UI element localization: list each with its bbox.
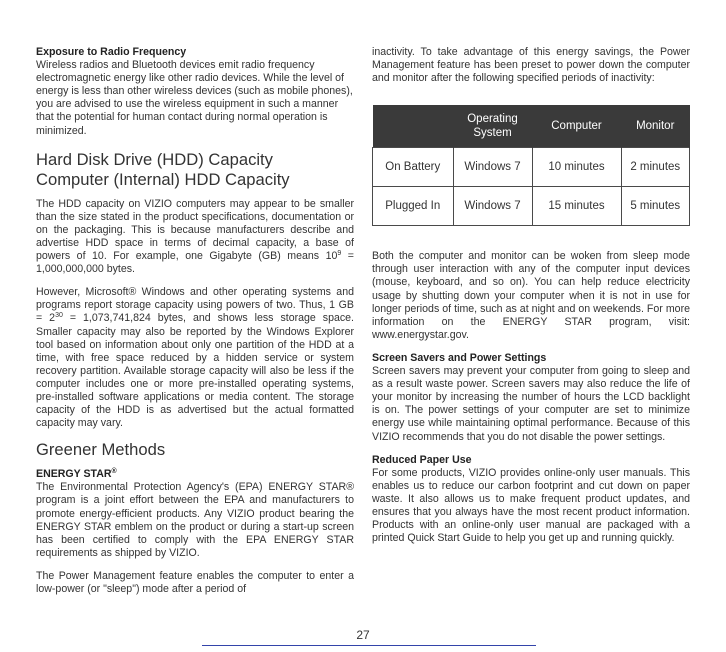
footer-rule (202, 645, 536, 646)
energy-star-heading: ENERGY STAR® (36, 468, 117, 481)
table-header: Monitor (621, 105, 690, 148)
radio-heading: Exposure to Radio Frequency (36, 46, 187, 58)
table-cell: 5 minutes (621, 187, 690, 226)
table-cell: Windows 7 (453, 187, 532, 226)
hdd-title-1: Hard Disk Drive (HDD) Capacity (36, 149, 273, 169)
table-cell: Windows 7 (453, 148, 532, 187)
right-column (372, 46, 690, 545)
table-header-row (373, 105, 690, 148)
table-row (373, 148, 690, 187)
power-management-intro: The Power Management feature enables the computer to enter a low-power (or "sleep") mode after a period of (36, 569, 354, 595)
table-header: Computer (532, 105, 621, 148)
screensaver-heading: Screen Savers and Power Settings (372, 351, 547, 364)
hdd-paragraph-1: The HDD capacity on VIZIO computers may appear to be smaller than the size stated in the product specifications, documentation or on the packaging. This is because manufacturers describe and advertise HDD space in terms of decimal capacity, a base of powers of 10. For example, one Gigabyte (GB) means $10^9 = 1,000,000,000$ bytes. (36, 197, 354, 276)
greener-title: Greener Methods (36, 440, 166, 460)
table-cell: 10 minutes (532, 148, 621, 187)
page-number: 27 (356, 628, 370, 642)
table-row (373, 187, 690, 226)
energy-star-body: The Environmental Protection Agency's (EPA) ENERGY STAR® program is a joint effort between the EPA and manufacturers to promote energy-efficient products. Any VIZIO product bearing the ENERGY STAR emblem on the product or during a start-up screen has been certified to comply with the EPA ENERGY STAR requirements as shipped by VIZIO. (36, 481, 354, 559)
table-cell: 15 minutes (532, 187, 621, 226)
screensaver-body: Screen savers may prevent your computer from going to sleep and as a result waste power. Screen savers may also reduce the life of your monitor by increasing the number of hours the LCD backlight is on. The power settings of your computer are set to minimize energy use while maintaining optimal performance. Because of this VIZIO recommends that you do not disable the power settings. (372, 365, 690, 443)
hdd-paragraph-2: However, Microsoft® Windows and other operating systems and programs report storage capacity using powers of two. Thus, 1 GB = $2^{30} = 1,073,741,824$ bytes, and shows less storage space. Smaller capacity may also be reported by the Windows Explorer tool based on information about only one partition of the HDD at a time, with free space reduced by a hidden service or system recovery partition. Available storage capacity will also be less if the computer includes one or more pre-installed operating systems, pre-installed software applications or media content. The storage capacity of the HDD is as advertised but the actual formatted capacity may vary. (36, 286, 354, 430)
table-cell: Plugged In (373, 187, 454, 226)
table-cell: 2 minutes (621, 148, 690, 187)
paper-heading: Reduced Paper Use (372, 453, 472, 466)
table-cell: On Battery (373, 148, 454, 187)
left-column (36, 46, 354, 596)
paper-body: For some products, VIZIO provides online-only user manuals. This enables us to reduce our carbon footprint and cut down on paper waste. It also allows us to make frequent product updates, and ensures that you always have the most recent product information. Products with an online-only user manual are packaged with a printed Quick Start Guide to help you get up and running quickly. (372, 466, 690, 545)
wake-paragraph: Both the computer and monitor can be woken from sleep mode through user interaction with any of the computer input devices (mouse, keyboard, and so on). You can help reduce electricity usage by shutting down your computer when it is not in use for longer periods of time, such as at night and on weekends. For more information on the ENERGY STAR program, visit: www.energystar.gov. (372, 250, 690, 341)
radio-body: Wireless radios and Bluetooth devices emit radio frequency electromagnetic energy like other radio devices. While the level of energy is less than other wireless devices (such as mobile phones), you are advised to use the wireless equipment in such a manner that the potential for human contact during normal operation is minimized. (36, 59, 353, 137)
hdd-title-2: Computer (Internal) HDD Capacity (36, 169, 290, 189)
table-header: Operating System (453, 105, 532, 148)
power-settings-table (372, 105, 690, 226)
power-management-continued: inactivity. To take advantage of this energy savings, the Power Management feature has been preset to power down the computer and monitor after the following specified periods of inactivity: (372, 46, 690, 85)
table-header (373, 105, 454, 148)
